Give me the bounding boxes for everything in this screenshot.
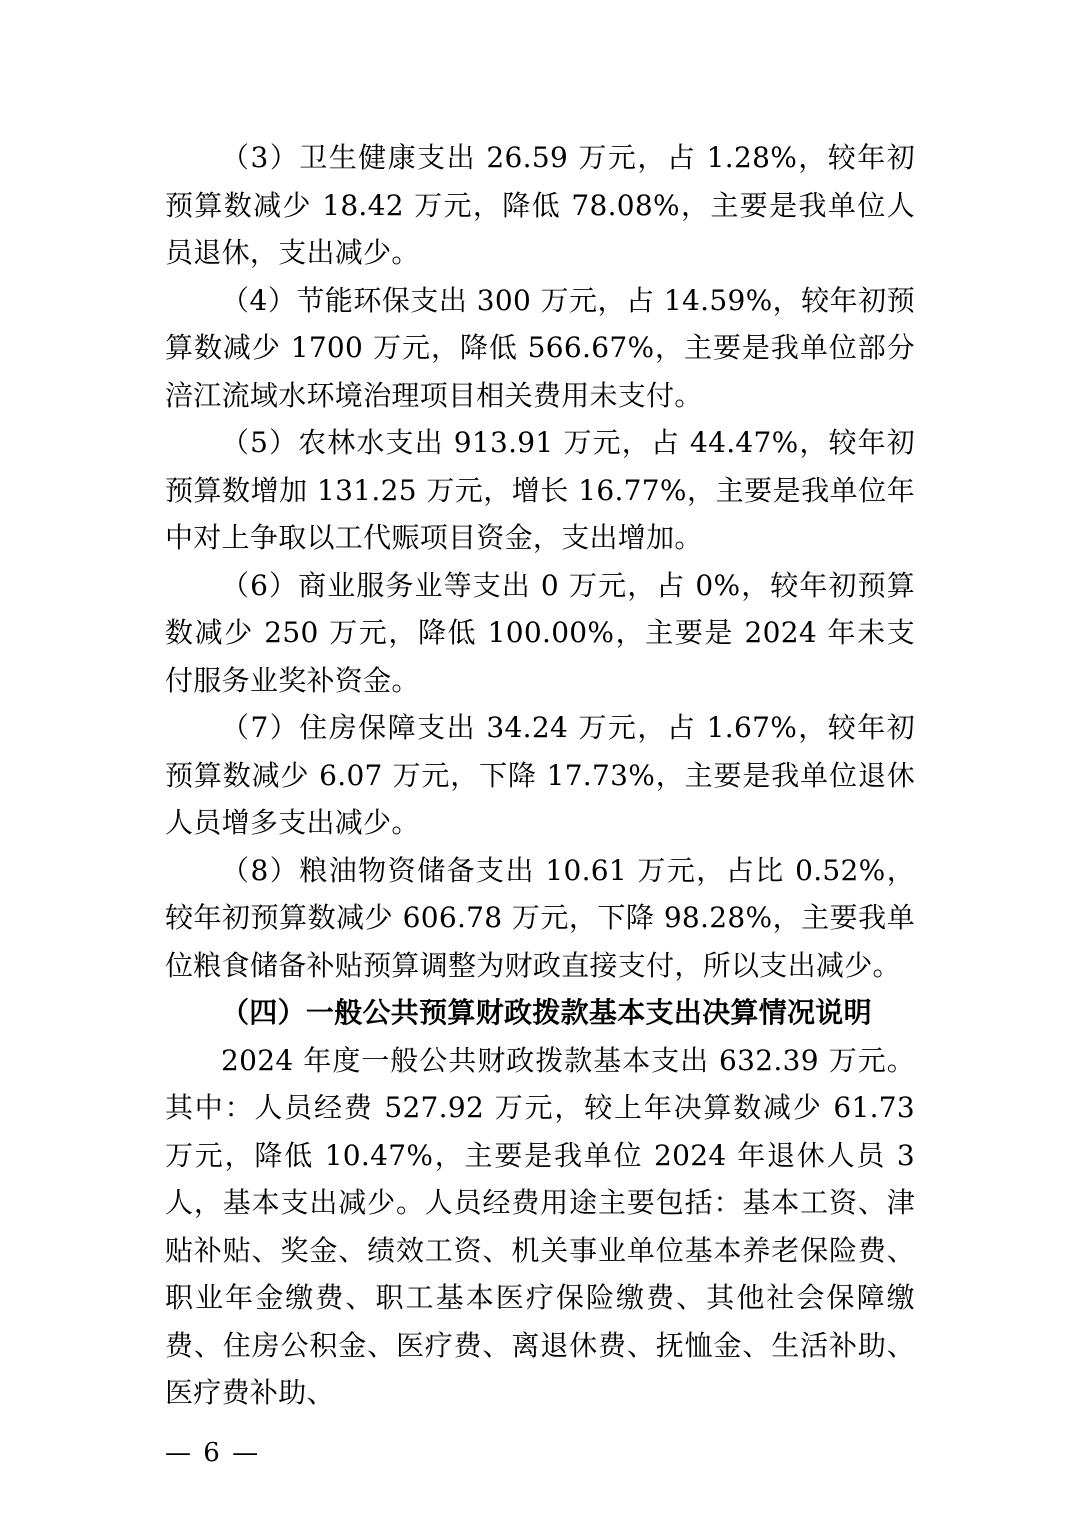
section-heading: （四）一般公共预算财政拨款基本支出决算情况说明 (221, 996, 872, 1029)
paragraph-health-expenditure: （3）卫生健康支出 26.59 万元，占 1.28%，较年初预算数减少 18.42 万元，降低 78.08%，主要是我单位人员退休，支出减少。 (165, 141, 915, 269)
document-page (165, 134, 915, 1417)
paragraph-grain-reserve-expenditure: （8）粮油物资储备支出 10.61 万元，占比 0.52%，较年初预算数减少 606.78 万元，下降 98.28%，主要我单位粮食储备补贴预算调整为财政直接支付，所以支出减少。 (165, 853, 915, 982)
paragraph-housing-expenditure: （7）住房保障支出 34.24 万元，占 1.67%，较年初预算数减少 6.07 万元，下降 17.73%，主要是我单位退休人员增多支出减少。 (165, 711, 915, 839)
paragraph-environment-expenditure: （4）节能环保支出 300 万元，占 14.59%，较年初预算数减少 1700 万元，降低 566.67%，主要是我单位部分涪江流域水环境治理项目相关费用未支付。 (165, 283, 915, 412)
page-number: — 6 — (165, 1438, 261, 1468)
paragraph-agriculture-expenditure: （5）农林水支出 913.91 万元，占 44.47%，较年初预算数增加 131.25 万元，增长 16.77%，主要是我单位年中对上争取以工代赈项目资金，支出增加。 (165, 426, 915, 554)
section-body-paragraph: 2024 年度一般公共财政拨款基本支出 632.39 万元。其中：人员经费 527.92 万元，较上年决算数减少 61.73 万元，降低 10.47%，主要是我单位 2024 年退休人员 3 人，基本支出减少。人员经费用途主要包括：基本工资、津贴补贴、奖金、绩效工资、机关事业单位基本养老保险费、职业年金缴费、职工基本医疗保险缴费、其他社会保障缴费、住房公积金、医疗费、离退休费、抚恤金、生活补助、医疗费补助、 (165, 1043, 915, 1409)
paragraph-commerce-expenditure: （6）商业服务业等支出 0 万元，占 0%，较年初预算数减少 250 万元，降低 100.00%，主要是 2024 年未支付服务业奖补资金。 (165, 568, 915, 697)
